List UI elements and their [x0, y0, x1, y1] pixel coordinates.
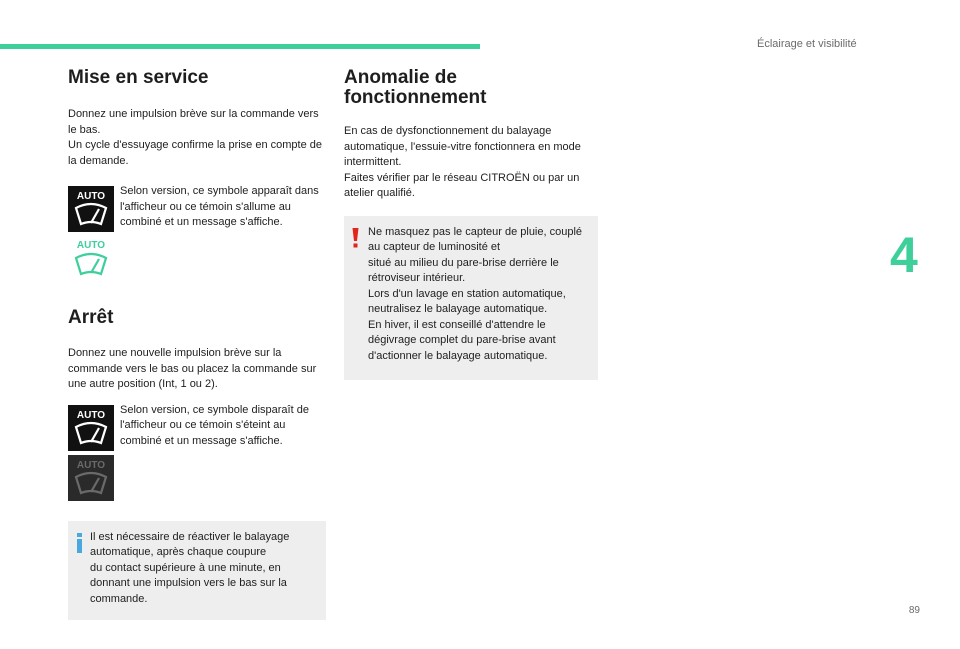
top-accent-bar [0, 44, 480, 49]
paragraph-anomalie: En cas de dysfonctionnement du balayage automatique, l'essuie-vitre fonctionnera en mode intermittent. Faites vérifier par le réseau CITROËN ou par un atelier qualifié. [344, 125, 581, 199]
section-title: Éclairage et visibilité [757, 38, 857, 50]
svg-text:AUTO: AUTO [76, 409, 106, 421]
icon-note-deactivation [68, 405, 326, 501]
paragraph-arret: Donnez une nouvelle impulsion brève sur la commande vers le bas ou placez la commande sur une autre position (Int, 1 ou 2). [68, 347, 317, 390]
paragraph-mise-en-service: Donnez une impulsion brève sur la commande vers le bas. Un cycle d'essuyage confirme la prise en compte de la demande. [68, 108, 323, 167]
left-column [68, 60, 326, 620]
info-icon [76, 533, 83, 553]
warning-icon [352, 228, 359, 248]
icon-stack [68, 186, 114, 284]
heading-mise-en-service: Mise en service [68, 67, 209, 88]
middle-column [344, 60, 598, 380]
warning-box-text: Ne masquez pas le capteur de pluie, couplé au capteur de luminosité et situé au milieu du pare-brise derrière le rétroviseur intérieur. Lors d'un lavage en station automatique, neutralisez le balayage automatique. En hiver, il est conseillé d'attendre le dégivrage complet du pare-brise avant d'actionner le balayage automatique. [368, 225, 583, 362]
info-box [68, 521, 326, 621]
auto-wiper-display-icon [68, 405, 114, 451]
page-number: 89 [908, 605, 920, 616]
warning-box [344, 216, 598, 381]
icon-note-deactivation-text: Selon version, ce symbole disparaît de l'afficheur ou ce témoin s'éteint au combiné et un message s'affiche. [120, 403, 309, 447]
info-box-text: Il est nécessaire de réactiver le balayage automatique, après chaque coupure du contact supérieure à une minute, en donnant une impulsion vers le bas sur la commande. [90, 530, 290, 605]
heading-anomalie: Anomalie de fonctionnement [344, 67, 487, 108]
icon-note-activation-text: Selon version, ce symbole apparaît dans l'afficheur ou ce témoin s'allume au combiné et un message s'affiche. [120, 185, 319, 228]
auto-wiper-indicator-icon [68, 238, 114, 284]
svg-text:AUTO: AUTO [76, 240, 106, 251]
icon-stack-off [68, 405, 114, 501]
svg-text:AUTO: AUTO [76, 459, 106, 471]
auto-wiper-off-icon [68, 455, 114, 501]
heading-arret: Arrêt [68, 307, 114, 328]
auto-wiper-display-icon [68, 186, 114, 232]
icon-note-activation [68, 186, 326, 284]
svg-text:AUTO: AUTO [76, 191, 106, 202]
chapter-number: 4 [890, 227, 918, 283]
